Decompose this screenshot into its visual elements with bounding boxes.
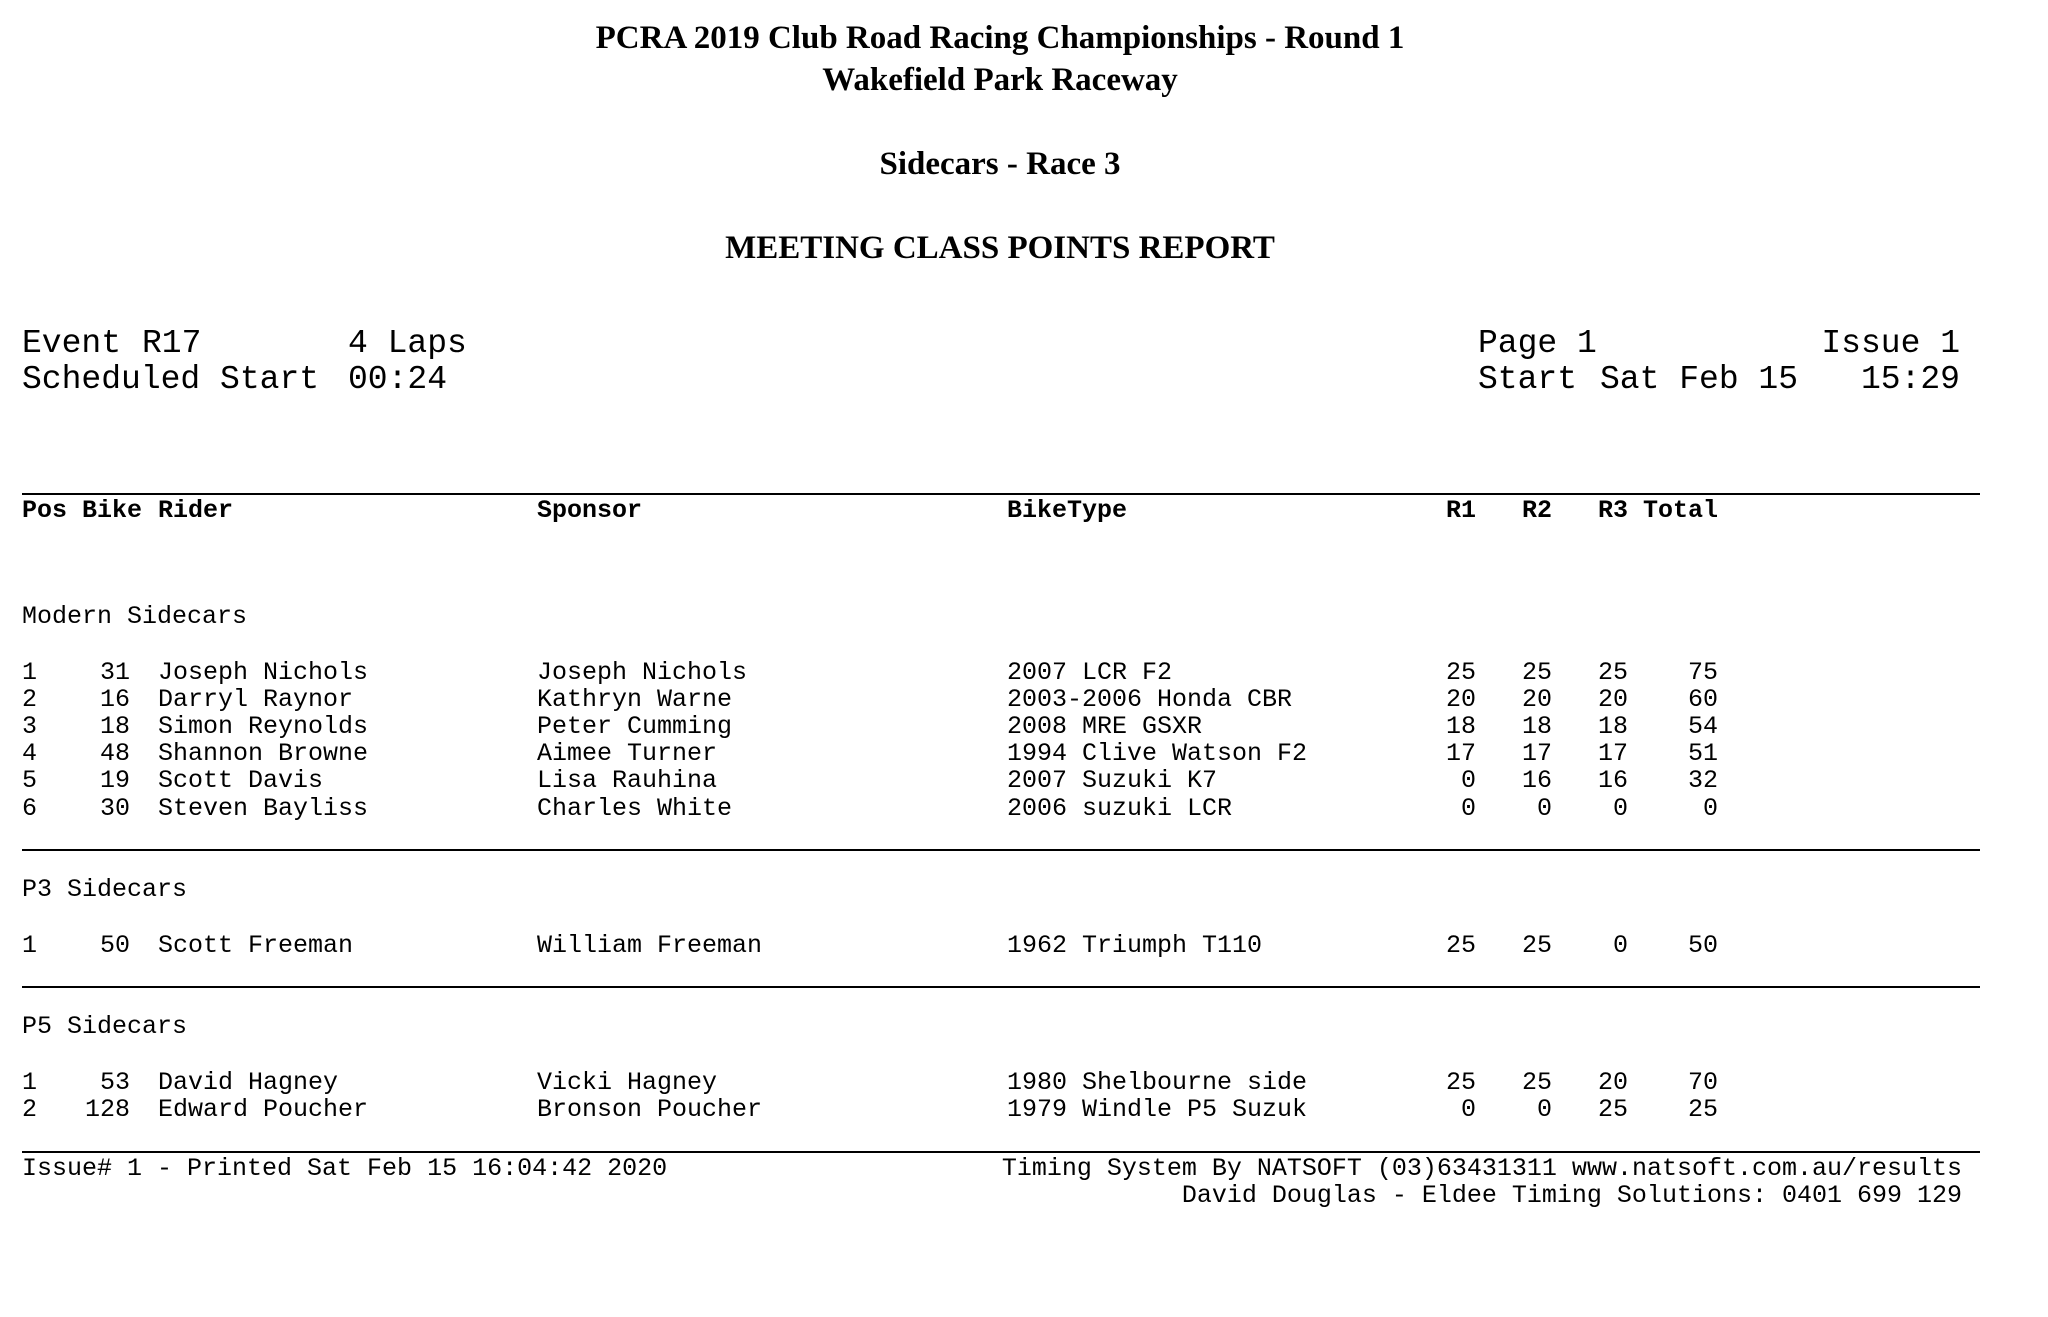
cell-r3: 16 — [1597, 766, 1628, 795]
report-type-title: MEETING CLASS POINTS REPORT — [725, 230, 1275, 266]
col-r1: R1 — [1445, 496, 1476, 525]
cell-r2: 20 — [1521, 685, 1552, 714]
class-name: P5 Sidecars — [22, 1012, 188, 1041]
table-row — [0, 931, 2048, 959]
col-bike: Bike — [82, 496, 143, 525]
cell-total: 25 — [1687, 1095, 1718, 1124]
cell-biketype: 2007 LCR F2 — [1007, 658, 1173, 687]
col-rider: Rider — [158, 496, 234, 525]
table-row — [0, 739, 2048, 767]
cell-biketype: 1962 Triumph T110 — [1007, 931, 1263, 960]
cell-r3: 25 — [1597, 658, 1628, 687]
cell-total: 51 — [1687, 739, 1718, 768]
cell-pos: 3 — [22, 712, 38, 741]
cell-sponsor: Peter Cumming — [537, 712, 733, 741]
cell-rider: Shannon Browne — [158, 739, 369, 768]
footer-rule — [22, 1151, 1980, 1153]
cell-pos: 2 — [22, 1095, 38, 1124]
cell-biketype: 2003-2006 Honda CBR — [1007, 685, 1293, 714]
scheduled-time: 00:24 — [348, 361, 448, 398]
cell-rider: Steven Bayliss — [158, 794, 369, 823]
cell-rider: Joseph Nichols — [158, 658, 369, 687]
cell-r1: 25 — [1445, 931, 1476, 960]
printed-info: Issue# 1 - Printed Sat Feb 15 16:04:42 2020 — [22, 1154, 668, 1183]
col-pos: Pos — [22, 496, 68, 525]
cell-total: 0 — [1702, 794, 1718, 823]
timing-credit: David Douglas - Eldee Timing Solutions: 0401 699 129 — [1181, 1181, 1962, 1210]
cell-sponsor: Kathryn Warne — [537, 685, 733, 714]
col-sponsor: Sponsor — [537, 496, 643, 525]
cell-biketype: 1994 Clive Watson F2 — [1007, 739, 1308, 768]
cell-bike: 30 — [99, 794, 130, 823]
cell-r2: 25 — [1521, 931, 1552, 960]
cell-pos: 4 — [22, 739, 38, 768]
cell-sponsor: Bronson Poucher — [537, 1095, 763, 1124]
issue-number: Issue 1 — [1821, 325, 1960, 362]
col-biketype: BikeType — [1007, 496, 1128, 525]
cell-r1: 0 — [1460, 794, 1476, 823]
cell-biketype: 2007 Suzuki K7 — [1007, 766, 1218, 795]
cell-biketype: 2008 MRE GSXR — [1007, 712, 1203, 741]
cell-r3: 20 — [1597, 1068, 1628, 1097]
cell-rider: Darryl Raynor — [158, 685, 354, 714]
event-code: R17 — [142, 325, 202, 362]
cell-r1: 20 — [1445, 685, 1476, 714]
cell-sponsor: Joseph Nichols — [537, 658, 748, 687]
cell-bike: 53 — [99, 1068, 130, 1097]
timing-system-info: Timing System By NATSOFT (03)63431311 www.natsoft.com.au/results — [1001, 1154, 1962, 1183]
cell-sponsor: Aimee Turner — [537, 739, 718, 768]
laps: 4 Laps — [348, 325, 467, 362]
cell-r1: 18 — [1445, 712, 1476, 741]
table-row — [0, 685, 2048, 713]
cell-total: 70 — [1687, 1068, 1718, 1097]
cell-r3: 20 — [1597, 685, 1628, 714]
table-row — [0, 658, 2048, 686]
cell-bike: 31 — [99, 658, 130, 687]
cell-bike: 18 — [99, 712, 130, 741]
cell-r2: 0 — [1536, 1095, 1552, 1124]
cell-bike: 50 — [99, 931, 130, 960]
table-row — [0, 1095, 2048, 1123]
class-name: P3 Sidecars — [22, 875, 188, 904]
start-label: Start — [1478, 361, 1578, 398]
col-r3: R3 — [1597, 496, 1628, 525]
cell-biketype: 1979 Windle P5 Suzuk — [1007, 1095, 1308, 1124]
cell-biketype: 2006 suzuki LCR — [1007, 794, 1233, 823]
page-number: Page 1 — [1478, 325, 1597, 362]
start-date: Sat Feb 15 — [1600, 361, 1799, 398]
cell-r1: 25 — [1445, 1068, 1476, 1097]
cell-bike: 19 — [99, 766, 130, 795]
cell-rider: Simon Reynolds — [158, 712, 369, 741]
cell-r3: 25 — [1597, 1095, 1628, 1124]
cell-sponsor: William Freeman — [537, 931, 763, 960]
class-name: Modern Sidecars — [22, 602, 248, 631]
cell-total: 54 — [1687, 712, 1718, 741]
cell-pos: 1 — [22, 931, 38, 960]
cell-total: 60 — [1687, 685, 1718, 714]
cell-pos: 6 — [22, 794, 38, 823]
cell-r1: 0 — [1460, 1095, 1476, 1124]
col-total: Total — [1642, 496, 1718, 525]
cell-rider: Scott Freeman — [158, 931, 354, 960]
cell-r1: 25 — [1445, 658, 1476, 687]
event-label: Event — [22, 325, 122, 362]
cell-pos: 2 — [22, 685, 38, 714]
cell-pos: 1 — [22, 1068, 38, 1097]
cell-pos: 5 — [22, 766, 38, 795]
cell-r3: 17 — [1597, 739, 1628, 768]
start-time: 15:29 — [1860, 361, 1960, 398]
table-row — [0, 1068, 2048, 1096]
cell-rider: David Hagney — [158, 1068, 339, 1097]
cell-r2: 25 — [1521, 1068, 1552, 1097]
cell-rider: Edward Poucher — [158, 1095, 369, 1124]
table-row — [0, 766, 2048, 794]
scheduled-label: Scheduled Start — [22, 361, 320, 398]
cell-sponsor: Charles White — [537, 794, 733, 823]
section-rule — [22, 986, 1980, 988]
cell-r2: 17 — [1521, 739, 1552, 768]
cell-r2: 25 — [1521, 658, 1552, 687]
report-title: PCRA 2019 Club Road Racing Championships - Round 1 — [595, 20, 1405, 56]
cell-r1: 17 — [1445, 739, 1476, 768]
cell-bike: 16 — [99, 685, 130, 714]
race-title: Sidecars - Race 3 — [879, 146, 1121, 182]
cell-r2: 18 — [1521, 712, 1552, 741]
cell-sponsor: Lisa Rauhina — [537, 766, 718, 795]
cell-r3: 18 — [1597, 712, 1628, 741]
cell-total: 75 — [1687, 658, 1718, 687]
cell-r1: 0 — [1460, 766, 1476, 795]
header-rule — [22, 493, 1980, 495]
table-row — [0, 712, 2048, 740]
section-rule — [22, 849, 1980, 851]
cell-bike: 48 — [99, 739, 130, 768]
venue-title: Wakefield Park Raceway — [822, 62, 1178, 98]
cell-sponsor: Vicki Hagney — [537, 1068, 718, 1097]
cell-pos: 1 — [22, 658, 38, 687]
cell-biketype: 1980 Shelbourne side — [1007, 1068, 1308, 1097]
cell-rider: Scott Davis — [158, 766, 324, 795]
cell-r3: 0 — [1612, 931, 1628, 960]
cell-r2: 0 — [1536, 794, 1552, 823]
cell-r3: 0 — [1612, 794, 1628, 823]
col-r2: R2 — [1521, 496, 1552, 525]
cell-total: 32 — [1687, 766, 1718, 795]
cell-r2: 16 — [1521, 766, 1552, 795]
cell-total: 50 — [1687, 931, 1718, 960]
cell-bike: 128 — [84, 1095, 130, 1124]
table-row — [0, 794, 2048, 822]
